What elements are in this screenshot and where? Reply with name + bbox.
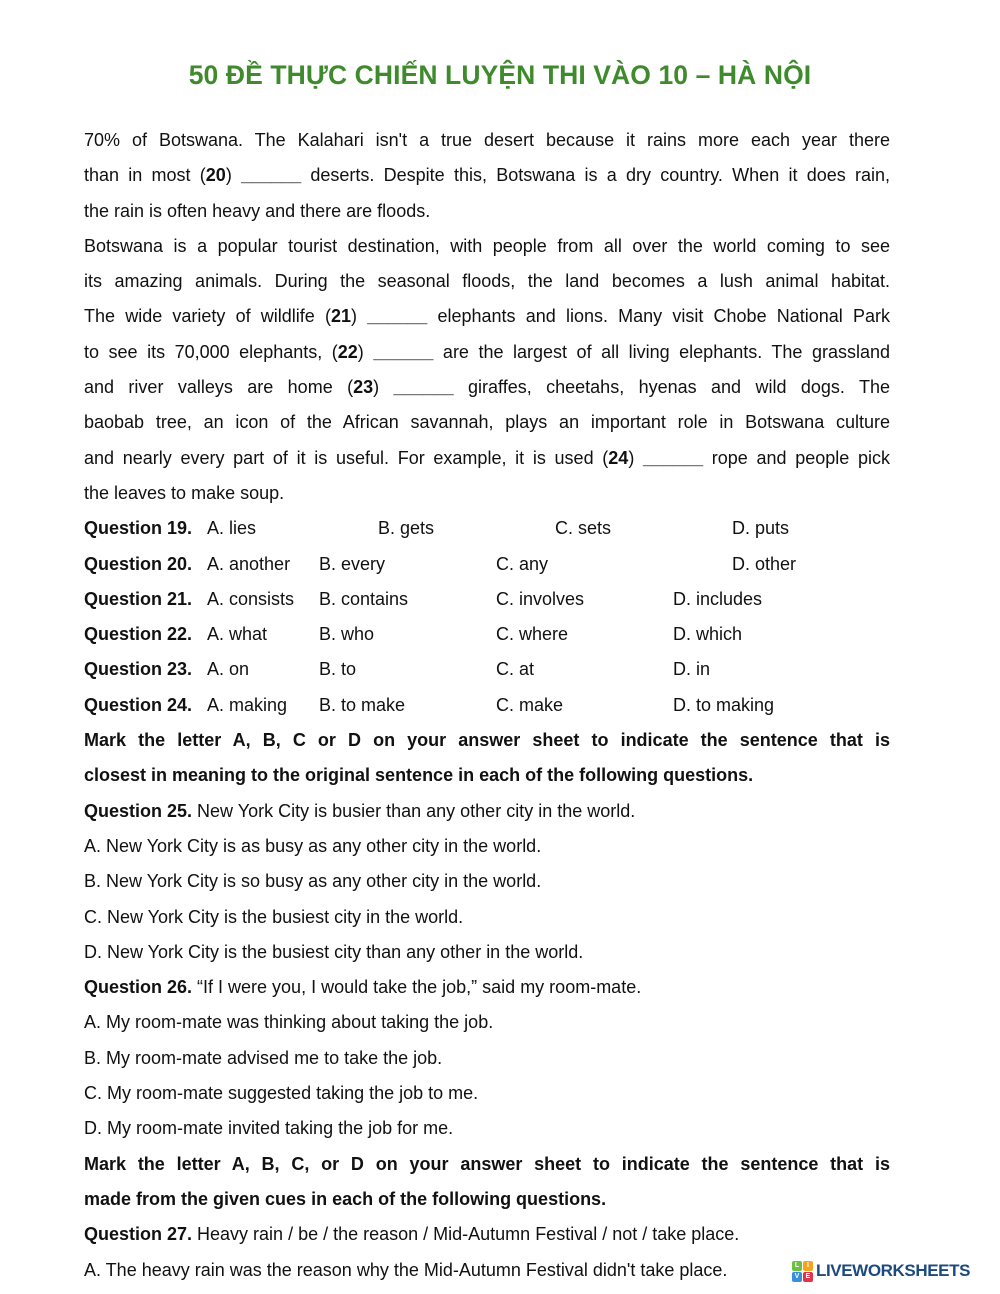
passage-text: giraffes, cheetahs, hyenas and wild dogs. The [453, 377, 891, 398]
logo-tile: L [792, 1261, 802, 1271]
passage-line [84, 229, 890, 264]
logo-tile: E [803, 1272, 813, 1282]
answer-option: B. gets [378, 518, 435, 539]
answer-option: D. to making [673, 694, 775, 715]
passage-line [84, 158, 890, 193]
question-row [84, 511, 890, 546]
passage-text: deserts. Despite this, Botswana is a dry country. When it does rain, [301, 165, 890, 186]
passage-text: ) [373, 377, 394, 398]
passage-text: rope and people pick [703, 447, 891, 468]
answer-option: D. My room-mate invited taking the job for me. [84, 1118, 454, 1139]
question-text: Heavy rain / be / the reason / Mid-Autumn Festival / not / take place. [192, 1224, 740, 1245]
passage-bold-text: 21 [331, 306, 352, 327]
question-row [84, 582, 890, 617]
question-label: Question 22. [84, 624, 193, 645]
passage-line [84, 405, 890, 440]
question-label: Question 23. [84, 659, 193, 680]
question-label: Question 19. [84, 518, 193, 539]
liveworksheets-logo [792, 1259, 970, 1283]
passage-text: than in most ( [84, 165, 206, 186]
logo-tile: I [803, 1261, 813, 1271]
passage-bold-text: 22 [337, 341, 358, 362]
answer-option: C. any [496, 553, 549, 574]
answer-option: B. every [319, 553, 386, 574]
passage-bold-text: ______ [643, 447, 704, 468]
answer-option: B. New York City is so busy as any other city in the world. [84, 871, 542, 892]
passage-text: baobab tree, an icon of the African savannah, plays an important role in Botswana culture [84, 412, 890, 433]
question-stem [84, 970, 890, 1005]
passage-line [84, 123, 890, 158]
answer-option: A. on [207, 659, 250, 680]
logo-text: LIVEWORKSHEETS [816, 1261, 971, 1280]
passage-line [84, 441, 890, 476]
answer-option: D. other [732, 553, 797, 574]
answer-option: A. what [207, 624, 268, 645]
passage-line [84, 476, 890, 511]
answer-option: D. puts [732, 518, 790, 539]
question-stem [84, 1217, 890, 1252]
question-row [84, 617, 890, 652]
logo-tiles-icon [792, 1261, 813, 1282]
answer-option: B. My room-mate advised me to take the job. [84, 1047, 443, 1068]
passage-text: The wide variety of wildlife ( [84, 306, 331, 327]
question-row [84, 547, 890, 582]
passage-text: its amazing animals. During the seasonal floods, the land becomes a lush animal habitat. [84, 271, 890, 292]
logo-tile: V [792, 1272, 802, 1282]
answer-option: A. consists [207, 588, 295, 609]
passage-text: the leaves to make soup. [84, 482, 285, 503]
answer-option: C. at [496, 659, 535, 680]
passage-text: are the largest of all living elephants. The grassland [433, 341, 891, 362]
passage-text: Botswana is a popular tourist destination, with people from all over the world coming to see [84, 235, 890, 256]
answer-option: A. The heavy rain was the reason why the Mid-Autumn Festival didn't take place. [84, 1259, 728, 1280]
passage-bold-text: 23 [353, 377, 374, 398]
answer-option: C. My room-mate suggested taking the job to me. [84, 1083, 479, 1104]
passage-text: ) [351, 306, 368, 327]
passage-bold-text: 24 [608, 447, 629, 468]
question-row [84, 688, 890, 723]
question-label: Question 26. [84, 977, 193, 998]
passage-text: and nearly every part of it is useful. For example, it is used ( [84, 447, 609, 468]
instruction-line: closest in meaning to the original sentence in each of the following questions. [84, 765, 754, 786]
passage-text: ) [225, 165, 242, 186]
passage-line [84, 264, 890, 299]
passage-line [84, 370, 890, 405]
instruction-line: made from the given cues in each of the following questions. [84, 1188, 607, 1209]
passage-line [84, 335, 890, 370]
passage-text: and river valleys are home ( [84, 377, 354, 398]
answer-option: A. making [207, 694, 288, 715]
passage-text: to see its 70,000 elephants, ( [84, 341, 338, 362]
answer-option: C. make [496, 694, 564, 715]
passage-text: the rain is often heavy and there are floods. [84, 200, 431, 221]
answer-option: B. to [319, 659, 357, 680]
answer-option: B. contains [319, 588, 409, 609]
question-label: Question 27. [84, 1224, 193, 1245]
question-label: Question 25. [84, 800, 193, 821]
answer-option: A. another [207, 553, 291, 574]
passage-bold-text: ______ [373, 341, 434, 362]
passage-bold-text: ______ [241, 165, 302, 186]
answer-option: A. New York City is as busy as any other city in the world. [84, 835, 542, 856]
answer-option: B. to make [319, 694, 406, 715]
document-title: 50 ĐỀ THỰC CHIẾN LUYỆN THI VÀO 10 – HÀ NỘI [188, 60, 812, 90]
passage-bold-text: ______ [393, 377, 454, 398]
instruction-line: Mark the letter A, B, C, or D on your answer sheet to indicate the sentence that is [84, 1153, 890, 1174]
question-stem [84, 794, 890, 829]
answer-option: A. lies [207, 518, 257, 539]
question-label: Question 21. [84, 588, 193, 609]
answer-option: D. New York City is the busiest city than any other in the world. [84, 941, 584, 962]
question-text: “If I were you, I would take the job,” said my room-mate. [192, 977, 642, 998]
passage-line [84, 194, 890, 229]
answer-option: C. involves [496, 588, 585, 609]
question-row [84, 652, 890, 687]
answer-option: C. sets [555, 518, 612, 539]
passage-text: 70% of Botswana. The Kalahari isn't a true desert because it rains more each year there [84, 130, 890, 150]
answer-option: B. who [319, 624, 375, 645]
answer-option: D. which [673, 624, 743, 645]
passage-text: elephants and lions. Many visit Chobe National Park [427, 306, 890, 327]
instruction-line: Mark the letter A, B, C or D on your answer sheet to indicate the sentence that is [84, 730, 890, 751]
question-label: Question 24. [84, 694, 193, 715]
answer-option: A. My room-mate was thinking about taking the job. [84, 1012, 494, 1033]
passage-bold-text: 20 [205, 165, 226, 186]
answer-option: C. New York City is the busiest city in the world. [84, 906, 464, 927]
answer-option: D. includes [673, 588, 763, 609]
document-body [84, 123, 890, 1288]
passage-line [84, 299, 890, 334]
answer-option: C. where [496, 624, 569, 645]
question-label: Question 20. [84, 553, 193, 574]
answer-option: D. in [673, 659, 711, 680]
passage-text: ) [628, 447, 644, 468]
passage-text: ) [357, 341, 374, 362]
passage-bold-text: ______ [367, 306, 428, 327]
question-text: New York City is busier than any other city in the world. [192, 800, 636, 821]
